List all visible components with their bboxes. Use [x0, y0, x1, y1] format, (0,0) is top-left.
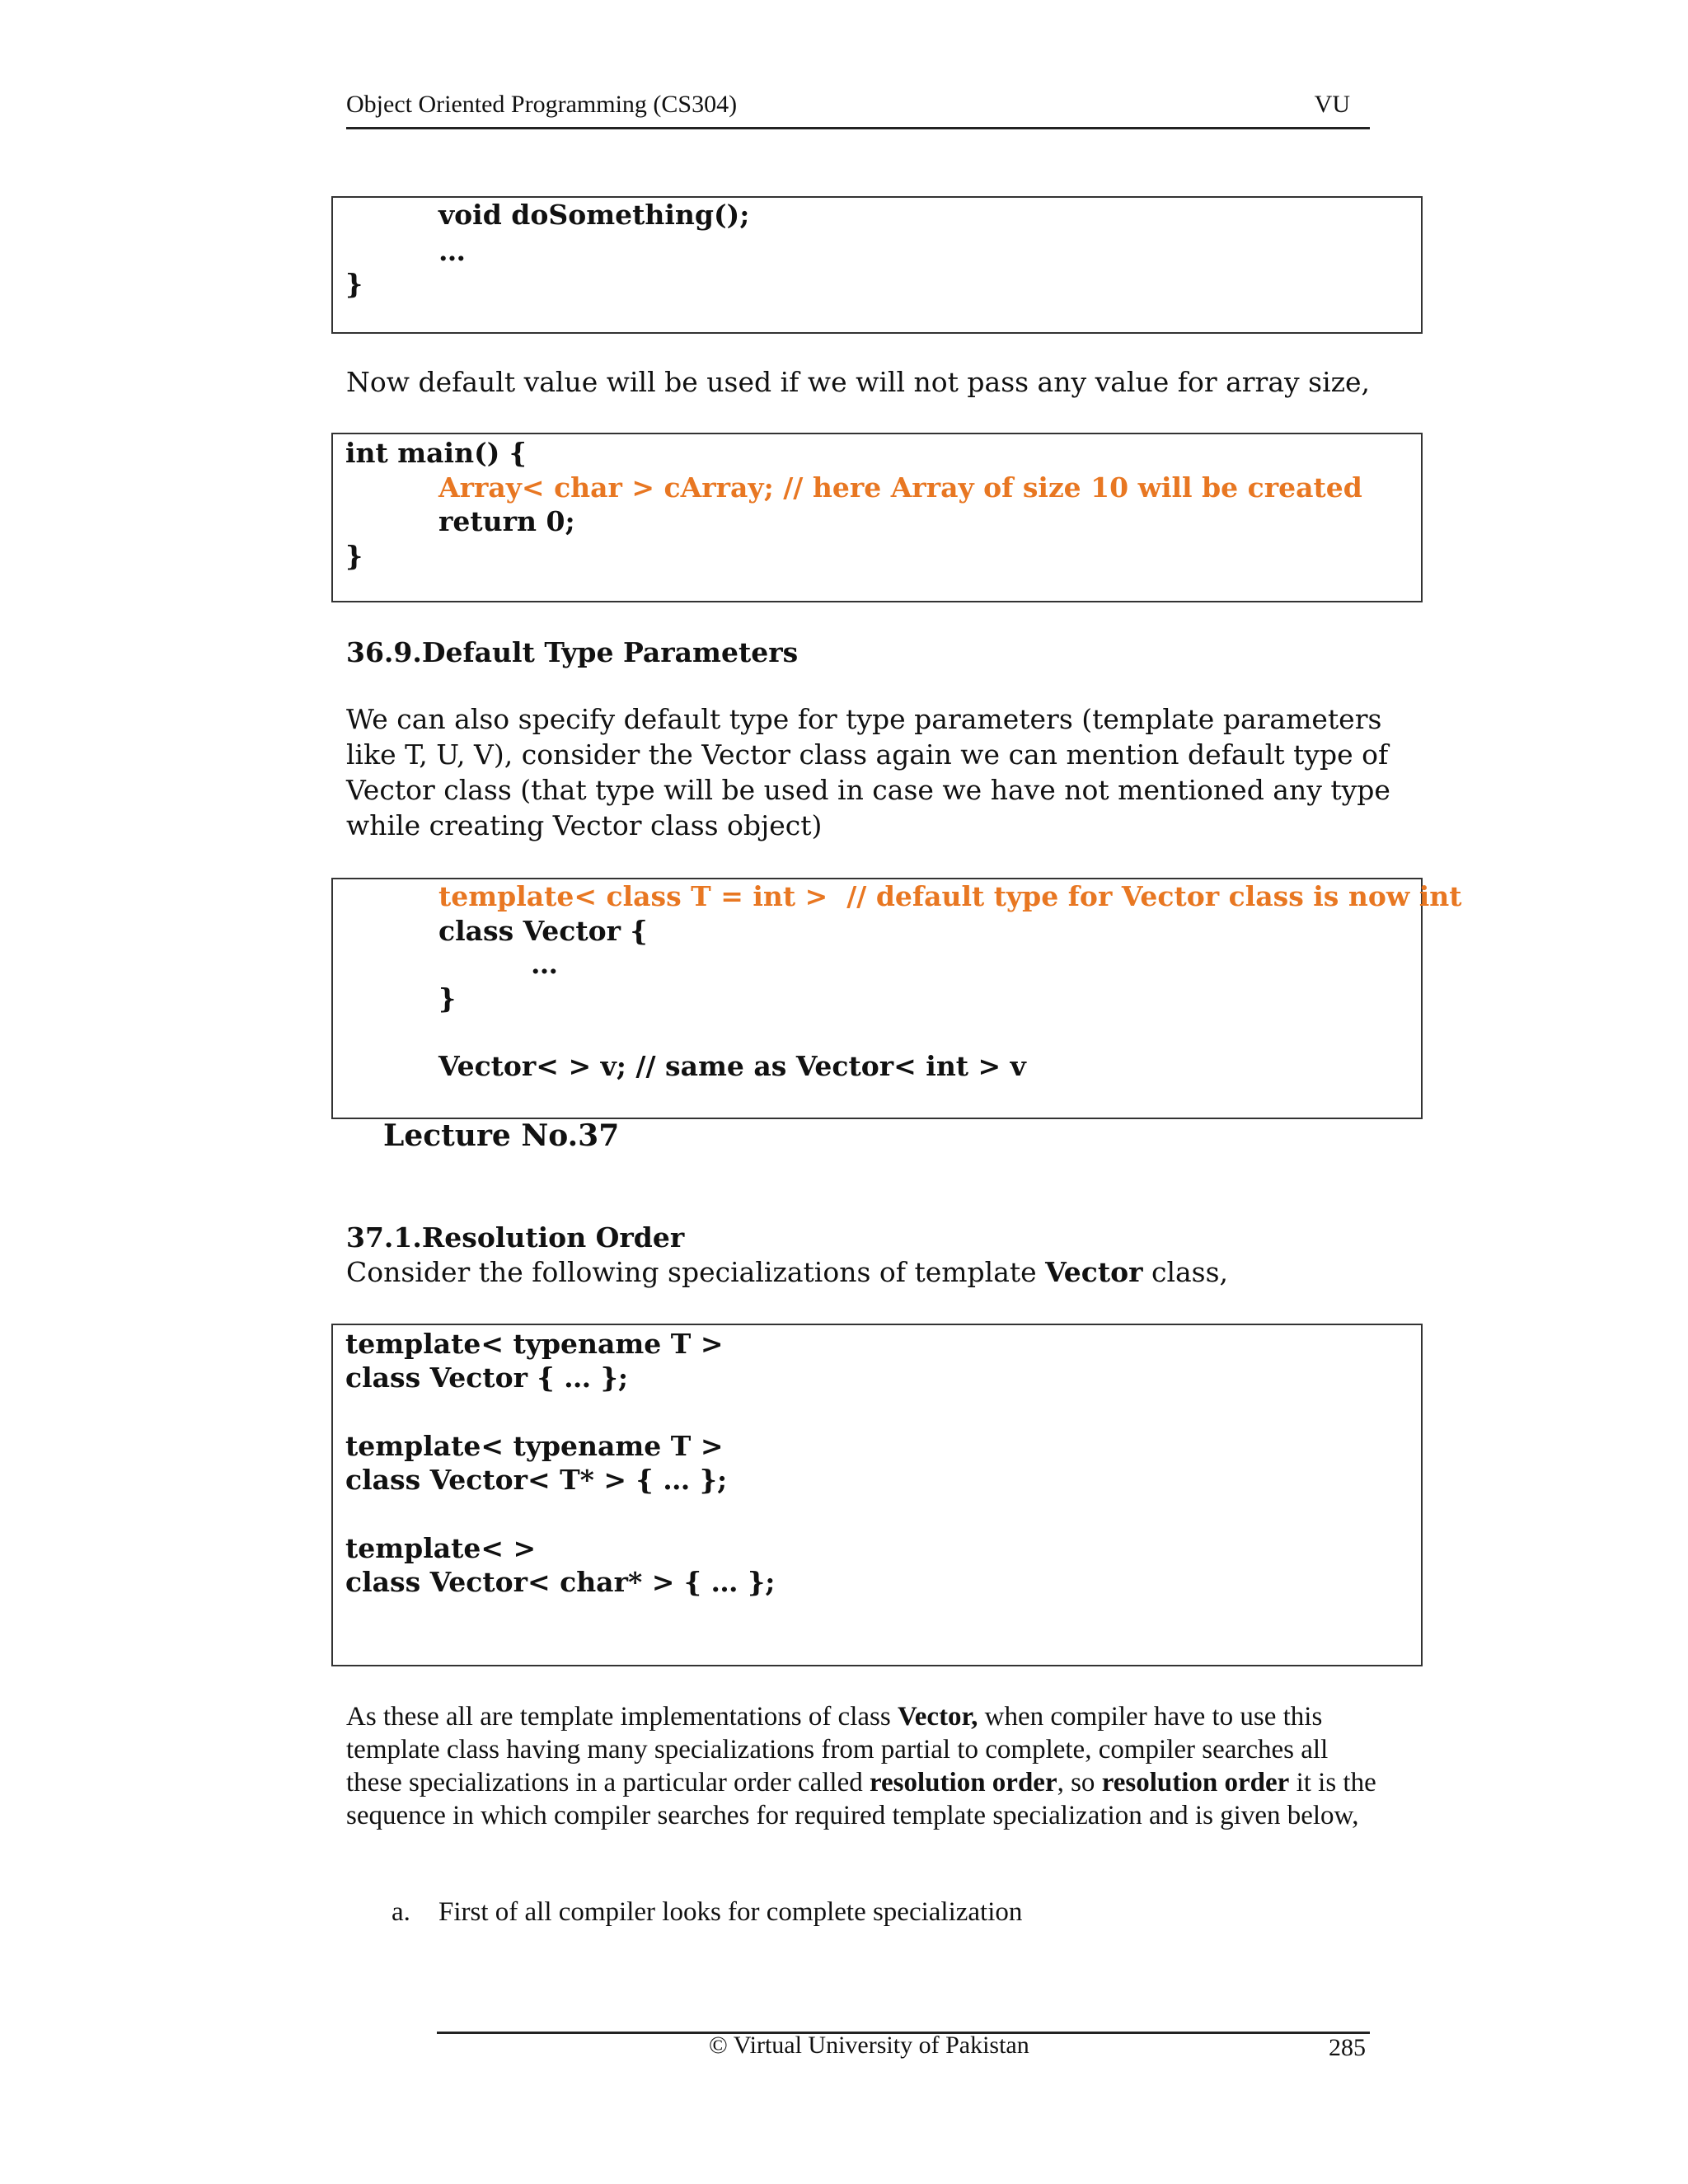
list-item — [392, 1896, 1381, 1929]
bold-text: Vector, — [897, 1702, 978, 1732]
code-line: … — [531, 948, 558, 980]
header-vu: VU — [1314, 91, 1350, 118]
code-line: } — [345, 540, 363, 572]
paragraph — [346, 1700, 1385, 1832]
page-number: 285 — [1329, 2034, 1366, 2061]
code-line: template< typename T > — [345, 1430, 724, 1462]
code-box-4 — [331, 1324, 1423, 1666]
code-line: } — [438, 982, 457, 1015]
code-line: template< typename T > — [345, 1328, 724, 1360]
code-line-highlight: Array< char > cArray; // here Array of size 10 will be created — [438, 471, 1362, 504]
bold-text: Vector — [1045, 1256, 1143, 1288]
code-line: return 0; — [438, 505, 575, 537]
code-line: class Vector { — [438, 915, 648, 947]
text-run: As these all are template implementations of class — [346, 1702, 898, 1732]
paragraph: Now default value will be used if we will not pass any value for array size, — [346, 366, 1371, 398]
text-run: it is the sequence in which compiler searches for required template specialization and is given below, — [346, 1768, 1376, 1830]
text-run: Consider the following specializations of template — [346, 1256, 1046, 1288]
code-line: Vector< > v; // same as Vector< int > v — [438, 1050, 1026, 1082]
code-line: class Vector { … }; — [345, 1361, 629, 1394]
text-run: , so — [1057, 1768, 1102, 1797]
paragraph — [346, 1254, 1434, 1290]
section-heading: 36.9.Default Type Parameters — [346, 636, 799, 668]
code-line: } — [345, 268, 363, 300]
paragraph: We can also specify default type for type parameters (template parameters like T, U, V), consider the Vector class again we can mention default type of Vector class (that type will be used in case we have not mentioned any type while creating Vector class object) — [346, 703, 1390, 841]
code-line: template< > — [345, 1532, 537, 1564]
course-title: Object Oriented Programming (CS304) — [346, 91, 738, 118]
bold-text: resolution order — [869, 1768, 1057, 1797]
code-box-2 — [331, 433, 1423, 602]
text-run: when compiler have to use this template class having many specializations from partial to complete, compiler searches all these specializations in a particular order called — [346, 1702, 1329, 1797]
section-heading: 37.1.Resolution Order — [346, 1221, 685, 1254]
code-line: int main() { — [345, 437, 528, 469]
code-line: class Vector< T* > { … }; — [345, 1464, 728, 1496]
page-header — [346, 91, 1370, 129]
code-line: … — [438, 235, 466, 267]
code-box-3 — [331, 878, 1462, 1119]
lecture-title: Lecture No.37 — [383, 1118, 620, 1153]
footer-copyright: © Virtual University of Pakistan — [709, 2032, 1029, 2059]
code-line-highlight: template< class T = int > // default type for Vector class is now int — [438, 880, 1462, 912]
list-marker: a. — [392, 1897, 410, 1927]
list-text: First of all compiler looks for complete specialization — [438, 1897, 1023, 1927]
code-box-1 — [331, 196, 1423, 334]
code-line: void doSomething(); — [438, 199, 750, 231]
code-line: class Vector< char* > { … }; — [345, 1566, 776, 1598]
bold-text: resolution order — [1101, 1768, 1290, 1797]
text-run: class, — [1142, 1256, 1229, 1288]
